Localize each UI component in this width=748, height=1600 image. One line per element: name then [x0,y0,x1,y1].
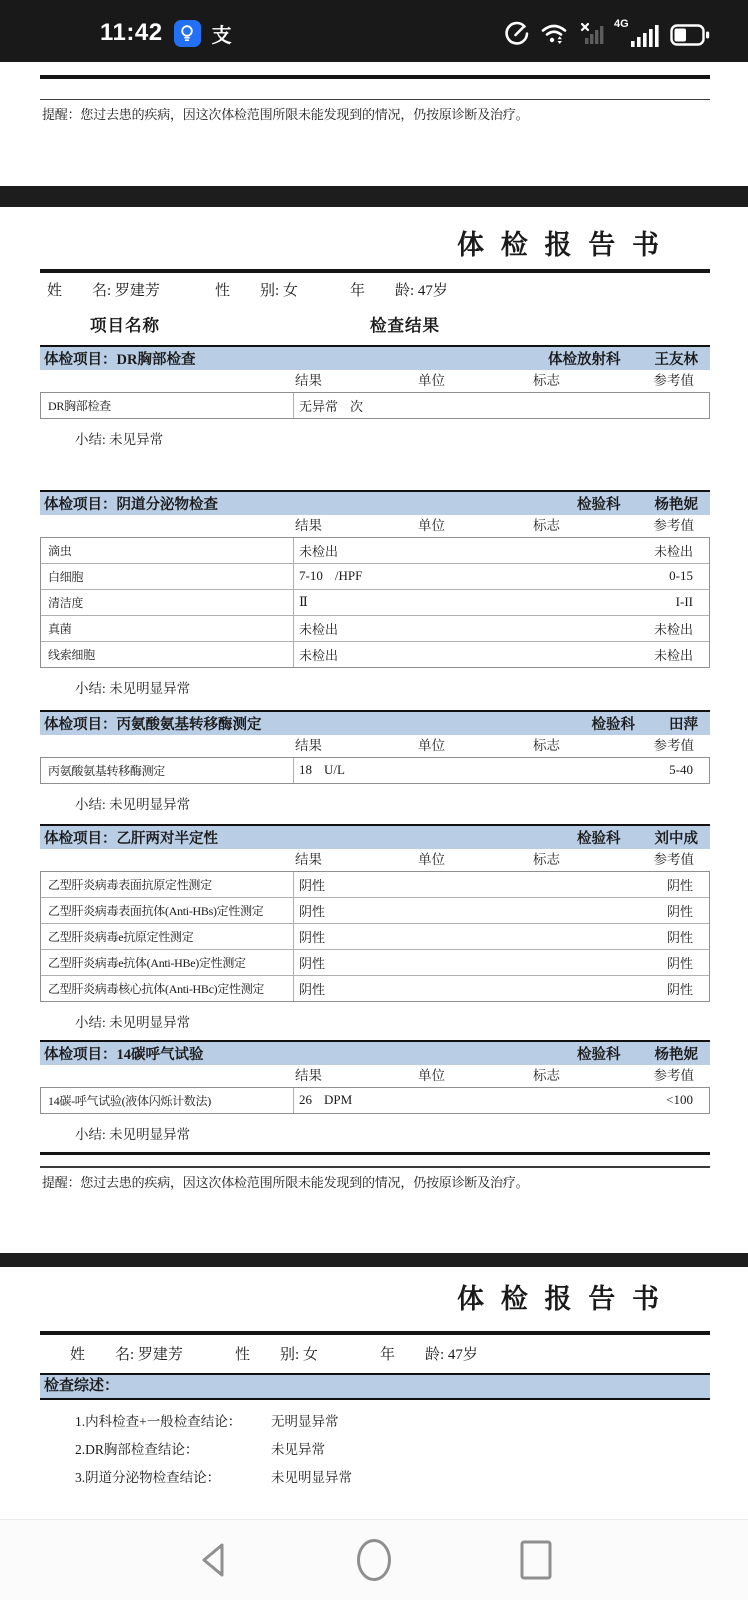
table-row [41,1088,709,1113]
section-dept: 检验科 [591,716,635,733]
conclusion-value: 未见异常 [271,1441,325,1457]
report-title: 体 检 报 告 书 [457,1284,664,1314]
item-name: DR胸部检查 [41,393,294,418]
col-unit: 单位 [418,737,445,753]
table-row [41,564,709,590]
col-reference: 参考值 [653,372,694,388]
col-flag: 标志 [533,517,560,533]
item-name: 线索细胞 [41,642,294,667]
section-doctor: 王友林 [654,351,698,368]
title-underline [40,269,710,273]
item-result: 无异常 次 [299,398,364,414]
divider [40,99,710,101]
table-column-headers [40,737,710,755]
section-vaginal-secretion [40,490,710,698]
section-doctor: 田萍 [669,716,698,733]
item-reference: <100 [666,1092,693,1107]
divider [40,1166,710,1168]
divider [40,1152,710,1156]
section-header-bar [40,490,710,515]
item-name: 清洁度 [41,590,294,615]
wifi-icon [540,20,570,47]
col-unit: 单位 [418,372,445,388]
patient-gender: 性 别: 女 [235,1346,318,1363]
section-title: 体检项目：14碳呼气试验 [44,1046,204,1063]
home-button[interactable] [352,1537,396,1583]
patient-info-row [40,281,710,301]
network-type-label: 4G [614,17,629,30]
item-result: 阴性 [299,903,326,919]
section-alt [40,710,710,814]
item-reference: 0-15 [669,568,693,583]
col-reference: 参考值 [653,737,694,753]
conclusion-item [40,1436,710,1464]
col-reference: 参考值 [653,1067,694,1083]
item-result: 18 U/L [299,762,345,777]
item-reference: I-II [675,594,693,609]
item-reference: 阴性 [666,877,693,893]
sim1-no-signal-icon [580,20,604,47]
section-dept: 检验科 [577,830,621,847]
patient-name: 姓 名: 罗建芳 [47,282,160,299]
table-row [41,950,709,976]
table-row [41,590,709,616]
table-row [41,924,709,950]
item-result: 26 DPM [299,1092,353,1107]
col-unit: 单位 [418,517,445,533]
divider [40,75,710,79]
reminder-text: 提醒：您过去患的疾病，因这次体检范围所限未能发现到的情况，仍按原诊断及治疗。 [42,1174,529,1190]
title-underline [40,1331,710,1335]
section-title: 体检项目：阴道分泌物检查 [44,496,218,513]
status-bar [0,0,748,62]
col-flag: 标志 [533,372,560,388]
patient-gender: 性 别: 女 [215,282,298,299]
check-result-header: 检查结果 [370,315,440,335]
table-row [41,616,709,642]
item-result: 阴性 [299,877,326,893]
item-name: 滴虫 [41,538,294,563]
conclusion-list [40,1408,710,1492]
section-summary: 小结: 未见明显异常 [75,796,191,812]
back-button[interactable] [190,1537,234,1583]
section-doctor: 杨艳妮 [654,1046,698,1063]
table-row [41,538,709,564]
section-summary: 小结: 未见明显异常 [75,1126,191,1142]
item-name: 乙型肝炎病毒e抗原定性测定 [41,924,294,949]
result-table [40,871,710,1002]
result-table [40,757,710,784]
item-result: 阴性 [299,981,326,997]
col-result: 结果 [295,372,322,388]
col-unit: 单位 [418,1067,445,1083]
android-navigation-bar [0,1519,748,1600]
page-gap [0,1253,748,1267]
item-reference: 阴性 [666,981,693,997]
section-header-bar [40,1040,710,1065]
item-name: 乙型肝炎病毒表面抗原定性测定 [41,872,294,897]
item-result: 阴性 [299,955,326,971]
section-doctor: 刘中成 [654,830,698,847]
patient-name: 姓 名: 罗建芳 [70,1346,183,1363]
table-column-headers [40,1067,710,1085]
conclusion-item [40,1464,710,1492]
home-icon [355,1537,393,1583]
col-result: 结果 [295,1067,322,1083]
patient-info-row [40,1345,710,1365]
battery-icon [670,23,710,47]
conclusion-label: 1.内科检查+一般检查结论： [75,1413,242,1429]
section-c14-breath-test [40,1040,710,1144]
item-reference: 阴性 [666,929,693,945]
item-reference: 阴性 [666,955,693,971]
report-title: 体 检 报 告 书 [457,230,664,260]
section-dept: 体检放射科 [548,351,621,368]
table-column-headers [40,517,710,535]
section-hepatitis-b [40,824,710,1032]
page-gap [0,186,748,207]
col-flag: 标志 [533,737,560,753]
conclusion-item [40,1408,710,1436]
col-flag: 标志 [533,851,560,867]
item-result: 未检出 [299,647,339,663]
table-column-headers [40,851,710,869]
item-result: 未检出 [299,543,339,559]
section-header-bar [40,824,710,849]
table-row [41,642,709,667]
overview-header-bar: 检查综述： [40,1373,710,1400]
signal-bars-icon [630,25,660,47]
sim2-4g-signal-icon [614,17,660,47]
item-name: 丙氨酸氨基转移酶测定 [41,758,294,783]
back-icon [198,1541,226,1579]
item-reference: 阴性 [666,903,693,919]
status-bar-right [503,17,710,47]
table-row [41,758,709,783]
item-name: 乙型肝炎病毒e抗体(Anti-HBe)定性测定 [41,950,294,975]
section-summary: 小结: 未见明显异常 [75,1014,191,1030]
section-title: 体检项目：乙肝两对半定性 [44,830,218,847]
lightbulb-notification-icon [179,24,195,42]
patient-age: 年 龄: 47岁 [380,1346,478,1363]
recents-button[interactable] [514,1537,558,1583]
table-row [41,976,709,1001]
gauge-icon [503,20,530,47]
result-table [40,392,710,419]
col-result: 结果 [295,851,322,867]
col-result: 结果 [295,737,322,753]
page-fragment-top [0,62,748,186]
item-name: 白细胞 [41,564,294,589]
col-reference: 参考值 [653,851,694,867]
section-dept: 检验科 [577,1046,621,1063]
table-row [41,872,709,898]
item-result: Ⅱ [299,594,308,609]
report-page-2 [0,1267,748,1519]
item-name: 14碳-呼气试验(液体闪烁计数法) [41,1088,294,1113]
item-name: 乙型肝炎病毒核心抗体(Anti-HBc)定性测定 [41,976,294,1001]
section-header-bar [40,710,710,735]
section-header-bar [40,345,710,370]
section-dr-chest [40,345,710,449]
table-row [41,393,709,418]
item-reference: 未检出 [653,621,693,637]
section-doctor: 杨艳妮 [654,496,698,513]
report-page-1 [0,207,748,1253]
item-name: 乙型肝炎病毒表面抗体(Anti-HBs)定性测定 [41,898,294,923]
item-reference: 未检出 [653,543,693,559]
conclusion-value: 未见明显异常 [271,1469,352,1485]
patient-age: 年 龄: 47岁 [350,282,448,299]
status-bar-left [100,19,232,48]
item-result: 7-10 /HPF [299,568,363,583]
section-title: 体检项目：DR胸部检查 [44,351,196,368]
item-reference: 5-40 [669,762,693,777]
conclusion-label: 2.DR胸部检查结论： [75,1441,199,1457]
col-result: 结果 [295,517,322,533]
reminder-text: 提醒：您过去患的疾病，因这次体检范围所限未能发现到的情况，仍按原诊断及治疗。 [42,107,529,122]
section-dept: 检验科 [577,496,621,513]
alipay-notification-icon [174,20,201,47]
item-name-header: 项目名称 [90,315,160,335]
result-table [40,1087,710,1114]
item-result: 阴性 [299,929,326,945]
clock: 11:42 [100,19,163,46]
section-summary: 小结: 未见明显异常 [75,680,191,696]
conclusion-value: 无明显异常 [271,1413,339,1429]
result-table [40,537,710,668]
item-reference: 未检出 [653,647,693,663]
notification-text-icon: 支 [211,24,232,47]
list-header-row [40,315,710,337]
recents-icon [519,1539,553,1581]
table-column-headers [40,372,710,390]
item-result: 未检出 [299,621,339,637]
section-summary: 小结: 未见异常 [75,431,164,447]
section-title: 体检项目：丙氨酸氨基转移酶测定 [44,716,262,733]
conclusion-label: 3.阴道分泌物检查结论： [75,1469,221,1485]
item-name: 真菌 [41,616,294,641]
col-flag: 标志 [533,1067,560,1083]
table-row [41,898,709,924]
col-reference: 参考值 [653,517,694,533]
col-unit: 单位 [418,851,445,867]
